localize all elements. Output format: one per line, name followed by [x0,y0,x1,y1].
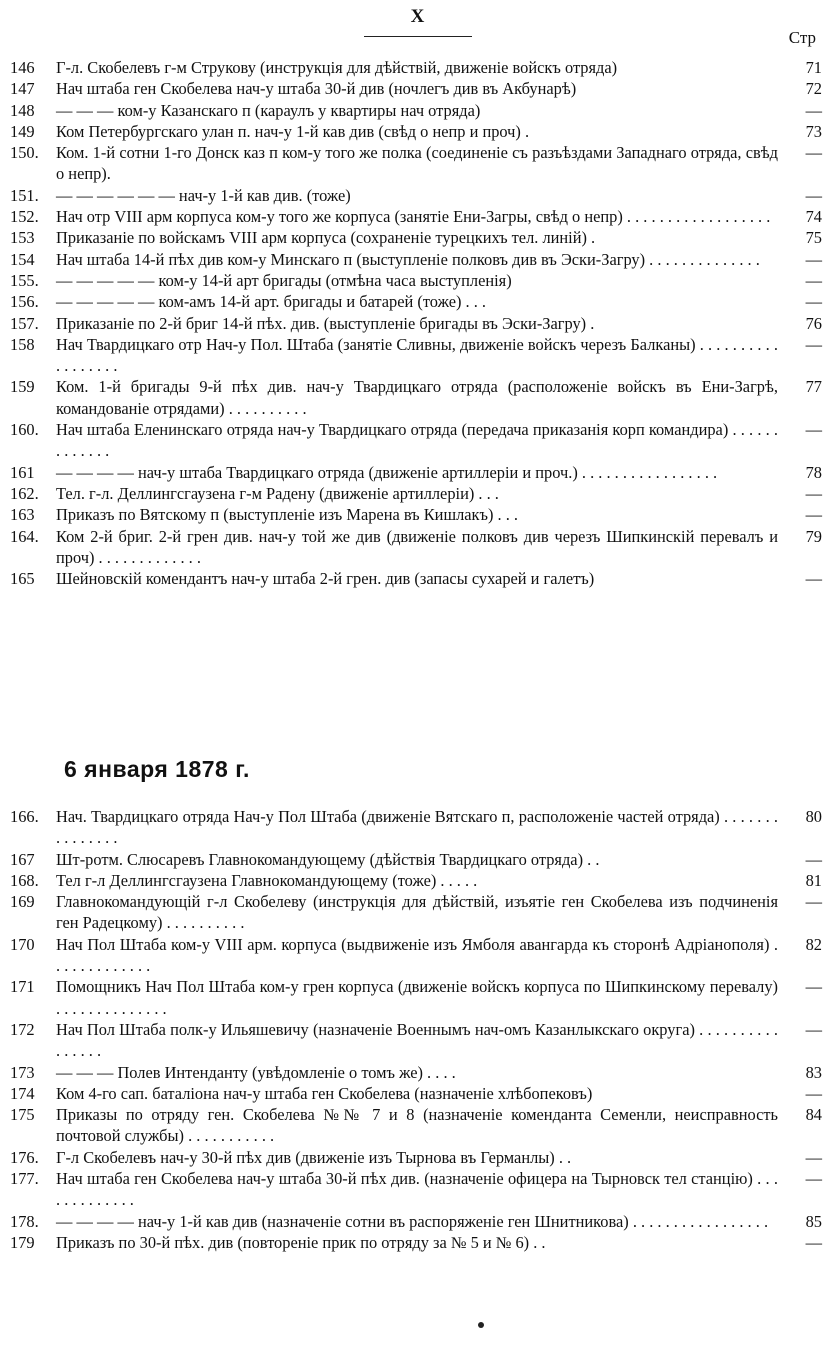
entry-number: 152. [10,207,39,227]
toc-entry [0,376,836,419]
entry-number: 178. [10,1211,39,1231]
toc-entry [0,185,836,206]
toc-entry [0,121,836,142]
entry-page: — [805,849,822,869]
toc-entry [0,419,836,462]
entry-text: Шейновскій комендантъ нач-у штаба 2-й грен. див (запасы сухарей и галетъ) [56,569,595,589]
entry-page: — [805,1019,822,1039]
section-heading: 6 января 1878 г. [64,756,250,782]
entry-number: 153 [10,228,35,248]
entry-page: — [805,505,822,525]
toc-entry [0,227,836,248]
toc-entry [0,334,836,377]
toc-entry [0,891,836,934]
entry-number: 159 [10,377,35,397]
entry-page: 80 [805,807,822,826]
page-number: X [410,6,426,27]
entry-page: 83 [805,1062,822,1082]
entry-page: — [805,1169,822,1189]
entry-number: 161 [10,462,35,482]
entry-number: 169 [10,892,35,912]
entry-page: 74 [805,207,822,227]
entry-text: Ком 2-й бриг. 2-й грен див. нач-у той же див (движеніе полковъ див черезъ Шипкинскій перевалъ и проч) . . . . . . . . . . . . . [56,526,778,567]
entry-number: 174 [10,1083,35,1103]
entry-number: 149 [10,121,35,141]
entry-text: Тел. г-л. Деллингсгаузена г-м Радену (движеніе артиллеріи) . . . [56,483,499,503]
entry-text: Нач. Твардицкаго отряда Нач-у Пол Штаба (движеніе Вятскаго п, расположеніе частей отряда) . . . . . . . . . . . . . . . [56,807,778,848]
entry-number: 155. [10,270,39,290]
entry-text: — — — — — ком-у 14-й арт бригады (отмѣна часа выступленія) [56,270,512,290]
toc-entry [0,249,836,270]
entry-page: — [805,569,822,589]
entry-text: Тел г-л Деллингсгаузена Главнокомандующему (тоже) . . . . . [56,870,478,890]
entry-text: — — — — нач-у 1-й кав див (назначеніе сотни въ распоряженіе ген Шнитникова) . . . . . . . . . . . . . . . . . [56,1211,769,1231]
entry-number: 176. [10,1147,39,1167]
toc-entry [0,568,836,589]
entry-number: 146 [10,58,35,77]
entry-text: — — — Полев Интенданту (увѣдомленіе о томъ же) . . . . [56,1062,456,1082]
entry-text: Г-л Скобелевъ нач-у 30-й пѣх див (движеніе изъ Тырнова въ Германлы) . . [56,1147,572,1167]
entry-page: — [805,483,822,503]
toc-entry [0,462,836,483]
entry-text: Г-л. Скобелевъ г-м Струкову (инструкція для дѣйствій, движеніе войскъ отряда) [56,58,618,77]
entry-text: Шт-ротм. Слюсаревъ Главнокомандующему (дѣйствія Твардицкаго отряда) . . [56,849,600,869]
footer-dot [478,1322,484,1328]
entry-number: 175 [10,1105,35,1125]
toc-entry [0,1104,836,1147]
entry-number: 165 [10,569,35,589]
entry-number: 166. [10,807,39,826]
entry-page: 79 [805,526,822,546]
entry-page: 73 [805,121,822,141]
entry-text: Нач Твардицкаго отр Нач-у Пол. Штаба (занятіе Сливны, движеніе войскъ черезъ Балканы) . . . . . . . . . . . . . . . . . . [56,334,778,376]
entry-page: — [805,249,822,269]
entry-page: — [805,334,822,354]
entry-page: — [805,185,822,205]
entry-page: — [805,977,822,997]
toc-entry [0,270,836,291]
entry-number: 148 [10,100,35,120]
toc-entry [0,1211,836,1232]
entry-text: — — — — — — нач-у 1-й кав див. (тоже) [56,185,351,205]
toc-entry [0,1019,836,1062]
entry-number: 151. [10,185,39,205]
toc-entry [0,806,836,849]
page-column-label: Стр [788,28,816,47]
entry-page: 84 [805,1105,822,1125]
toc-entry [0,849,836,870]
entry-text: — — — — нач-у штаба Твардицкаго отряда (движеніе артиллеріи и проч.) . . . . . . . . . . . . . . . . . [56,462,718,482]
toc-entry [0,313,836,334]
entry-number: 177. [10,1169,39,1189]
entry-text: Приказаніе по войскамъ VIII арм корпуса (сохраненіе турецкихъ тел. линій) . [56,228,596,248]
toc-entry [0,483,836,504]
entry-text: — — — ком-у Казанскаго п (караулъ у квартиры нач отряда) [56,100,481,120]
toc-entry [0,526,836,569]
entry-text: Ком 4-го сап. баталіона нач-у штаба ген Скобелева (назначеніе хлѣбопековъ) [56,1083,593,1103]
entry-page: 76 [805,313,822,333]
toc-entry [0,206,836,227]
toc-entry [0,504,836,525]
entry-text: Нач Пол Штаба ком-у VIII арм. корпуса (выдвиженіе изъ Ямболя авангарда къ сторонѣ Адріанополя) . . . . . . . . . . . . . [56,934,778,976]
entry-text: Ком. 1-й сотни 1-го Донск каз п ком-у того же полка (соединеніе съ разъѣздами Западнаго отряда, свѣд о непр). [56,143,778,184]
entry-text: Нач штаба Еленинскаго отряда нач-у Твардицкаго отряда (передача приказанія корп командира) . . . . . . . . . . . . . [56,420,778,461]
entry-page: — [805,1147,822,1167]
entry-page: — [805,292,822,312]
entry-page: 75 [805,228,822,248]
entry-text: Главнокомандующій г-л Скобелеву (инструкція для дѣйствій, изъятіе ген Скобелева изъ подчиненія ген Радецкому) . . . . . . . . . . [56,892,778,933]
entry-number: 179 [10,1232,35,1252]
entry-number: 147 [10,79,35,99]
entry-text: Нач Пол Штаба полк-у Ильяшевичу (назначеніе Военнымъ нач-омъ Казанлыкскаго округа) . . . . . . . . . . . . . . . . [56,1019,778,1061]
entry-number: 171 [10,977,35,997]
entry-number: 158 [10,334,35,354]
toc-entry [0,142,836,185]
entry-page: 85 [805,1211,822,1231]
entry-text: Приказы по отряду ген. Скобелева №№ 7 и 8 (назначеніе коменданта Семенли, неисправность почтовой службы) . . . . . . . . . . . [56,1105,778,1146]
entry-number: 172 [10,1019,35,1039]
entry-number: 163 [10,505,35,525]
entry-number: 167 [10,849,35,869]
toc-entry [0,1168,836,1211]
entry-text: Ком Петербургскаго улан п. нач-у 1-й кав див (свѣд о непр и проч) . [56,121,530,141]
header-rule [364,36,472,37]
entry-text: Приказъ по Вятскому п (выступленіе изъ Марена въ Кишлакъ) . . . [56,505,519,525]
entry-page: — [805,270,822,290]
entry-page: 78 [805,462,822,482]
toc-entry [0,870,836,891]
entry-page: — [805,100,822,120]
entry-number: 150. [10,143,39,163]
entry-page: 81 [805,870,822,890]
toc-entry [0,976,836,1019]
entry-number: 156. [10,292,39,312]
entry-text: Нач штаба ген Скобелева нач-у штаба 30-й див (ночлегъ див въ Акбунарѣ) [56,79,577,99]
entries-list-january-6 [0,806,836,1253]
entry-page: — [805,1083,822,1103]
toc-entry [0,1232,836,1253]
entry-number: 173 [10,1062,35,1082]
entry-page: — [805,1232,822,1252]
entry-text: Помощникъ Нач Пол Штаба ком-у грен корпуса (движеніе войскъ корпуса по Шипкинскому перевалу) . . . . . . . . . . . . . . [56,977,778,1018]
entry-text: Нач отр VIII арм корпуса ком-у того же корпуса (занятіе Ени-Загры, свѣд о непр) . . . . . . . . . . . . . . . . . . [56,207,771,227]
entries-list-main [0,57,836,589]
entry-text: Приказъ по 30-й пѣх. див (повтореніе прик по отряду за № 5 и № 6) . . [56,1232,546,1252]
entry-number: 170 [10,934,35,954]
entry-page: 82 [805,934,822,954]
entry-number: 154 [10,249,35,269]
entry-page: 71 [805,58,822,77]
toc-entry [0,934,836,977]
toc-entry [0,1147,836,1168]
entry-number: 160. [10,420,39,440]
toc-entry [0,78,836,99]
entry-number: 164. [10,526,39,546]
entry-page: 72 [805,79,822,99]
entry-text: Приказаніе по 2-й бриг 14-й пѣх. див. (выступленіе бригады въ Эски-Загру) . [56,313,595,333]
entry-text: Ком. 1-й бригады 9-й пѣх див. нач-у Твардицкаго отряда (расположеніе войскъ въ Ени-Загрѣ, командованіе отрядами) . . . . . . . . . . [56,377,778,418]
entry-number: 157. [10,313,39,333]
toc-entry [0,291,836,312]
entry-text: — — — — — ком-амъ 14-й арт. бригады и батарей (тоже) . . . [56,292,487,312]
entry-page: — [805,143,822,163]
toc-entry [0,1062,836,1083]
entry-text: Нач штаба ген Скобелева нач-у штаба 30-й пѣх див. (назначеніе офицера на Тырновск тел станцію) . . . . . . . . . . . . . [56,1169,778,1210]
entry-number: 162. [10,483,39,503]
toc-entry [0,100,836,121]
entry-page: 77 [805,377,822,397]
entry-text: Нач штаба 14-й пѣх див ком-у Минскаго п (выступленіе полковъ див въ Эски-Загру) . . . . . . . . . . . . . . [56,249,760,269]
entry-page: — [805,892,822,912]
toc-entry [0,1083,836,1104]
entry-number: 168. [10,870,39,890]
toc-entry [0,57,836,78]
entry-page: — [805,420,822,440]
